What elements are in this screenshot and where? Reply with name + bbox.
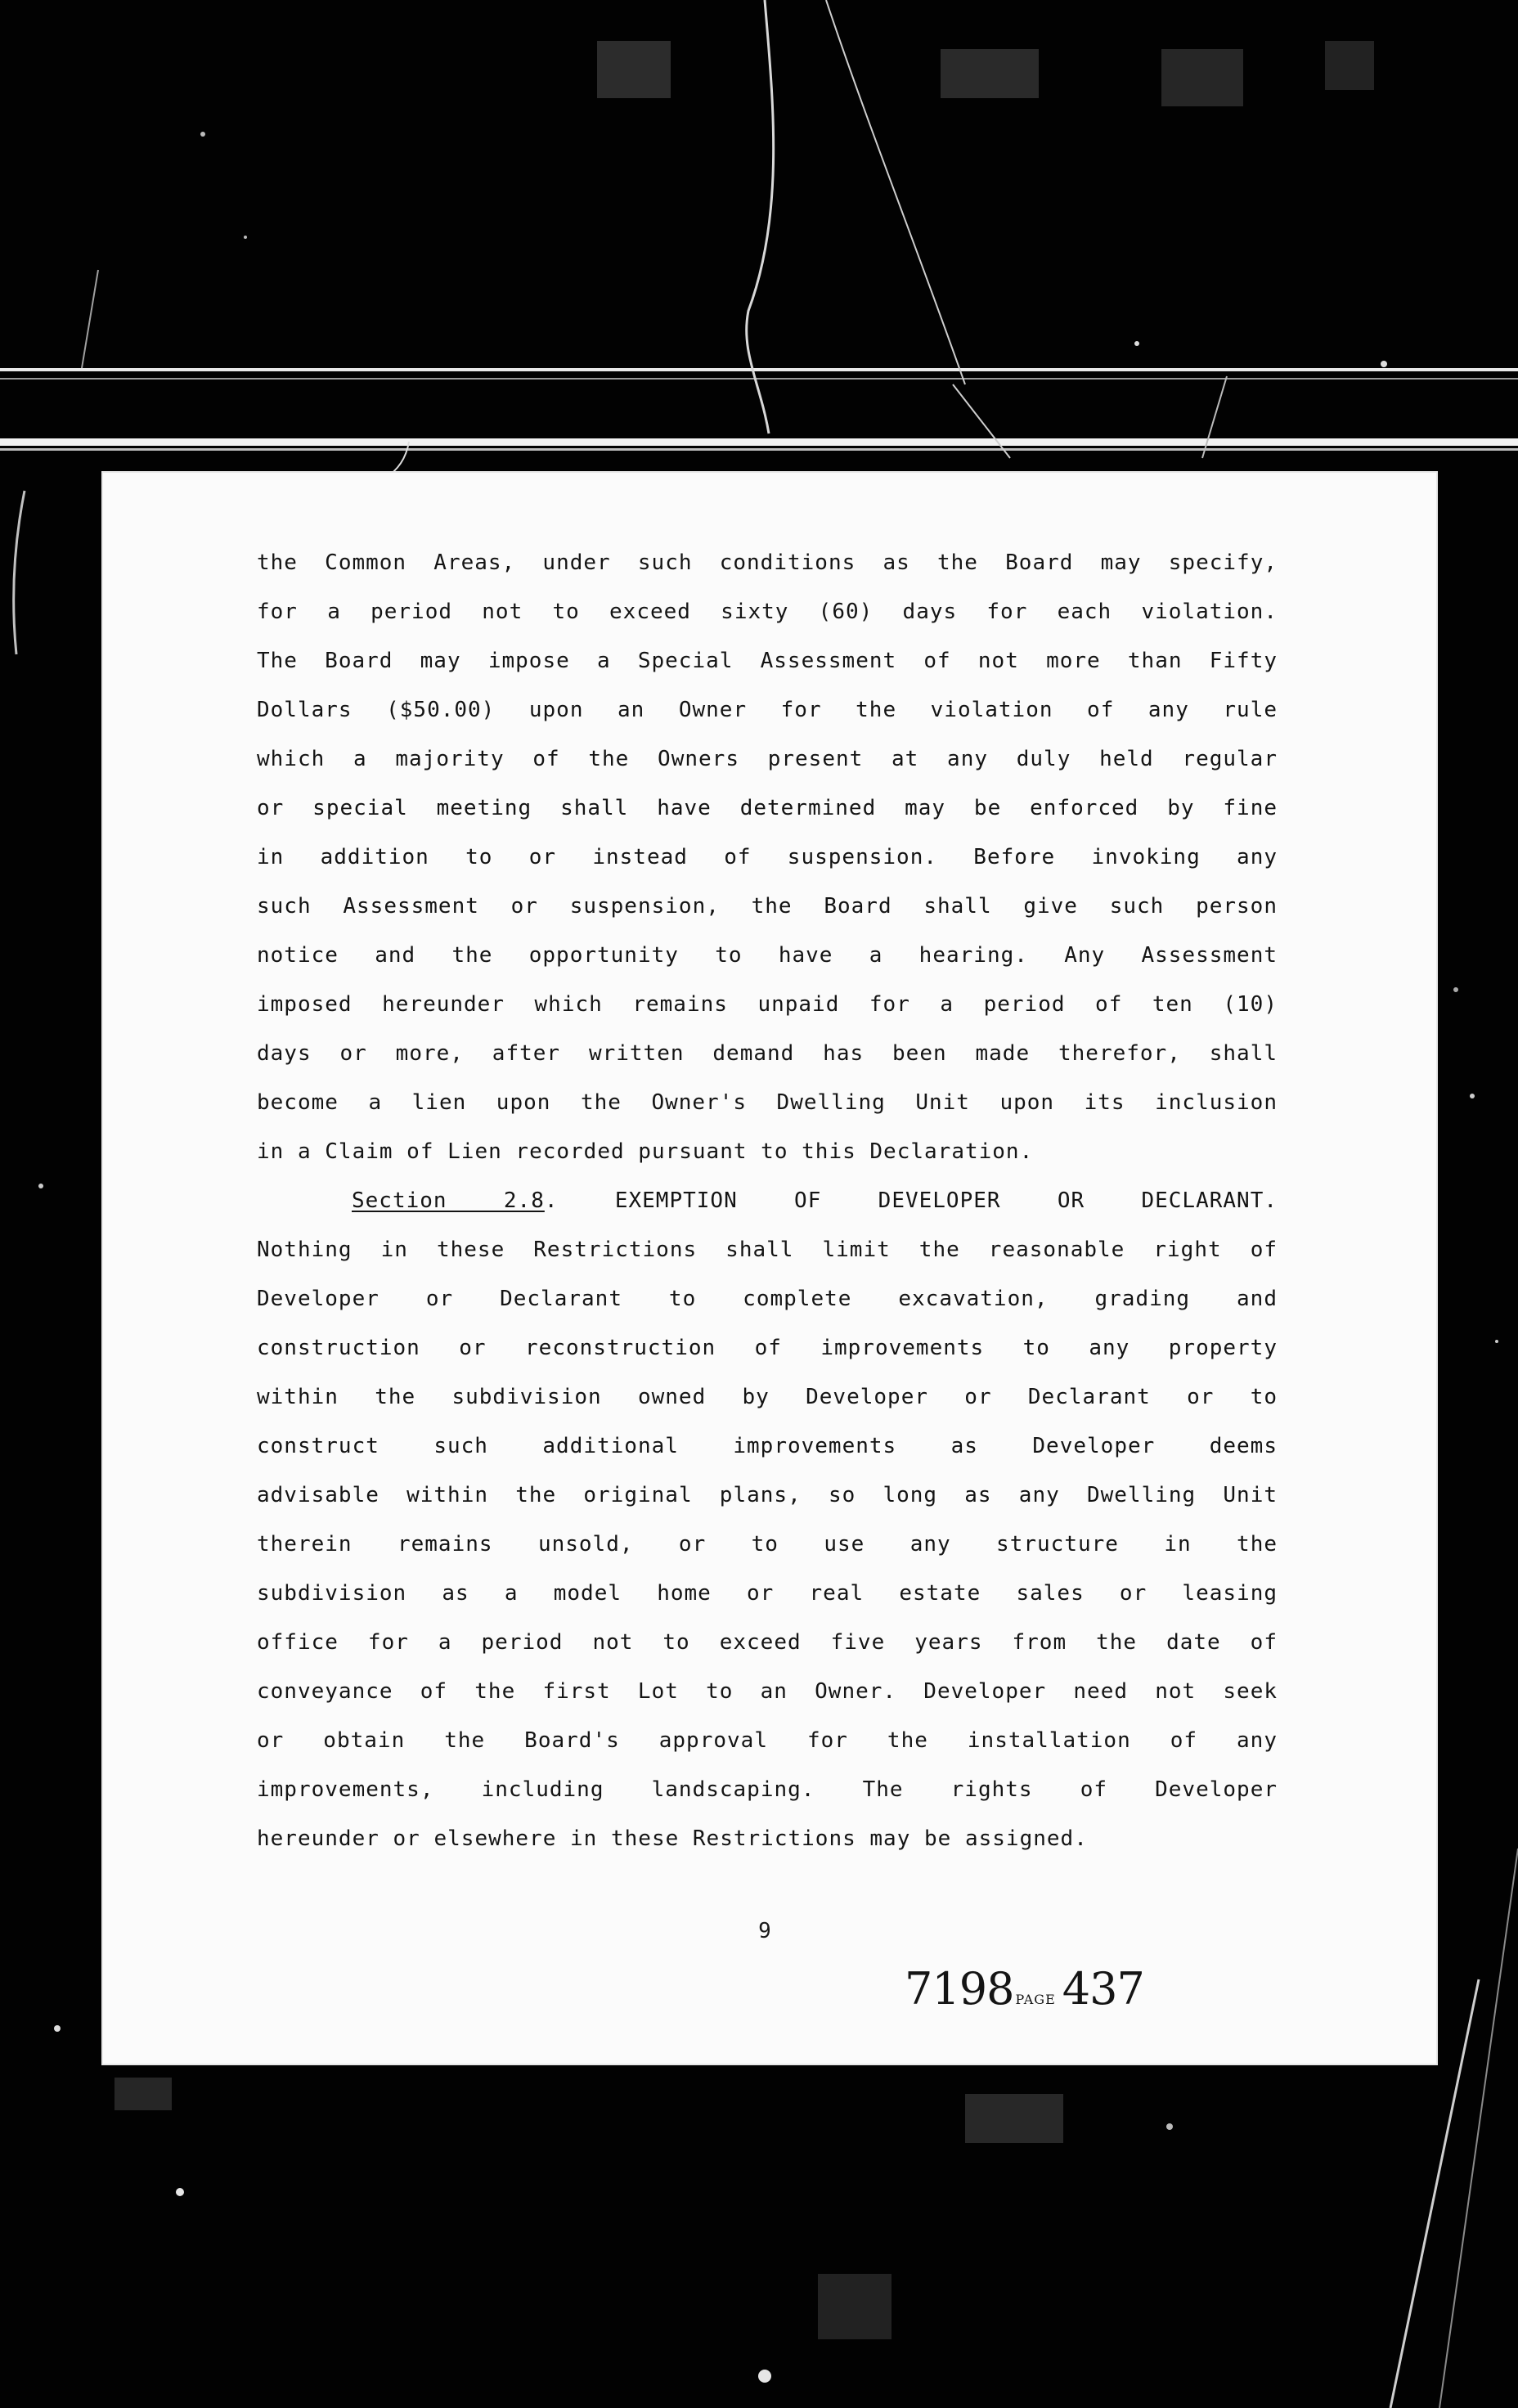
section-line: Nothing in these Restrictions shall limit the reasonable right of bbox=[257, 1238, 1278, 1262]
body-line: in a Claim of Lien recorded pursuant to this Declaration. bbox=[257, 1139, 1034, 1164]
section-line: subdivision as a model home or real estate sales or leasing bbox=[257, 1581, 1278, 1606]
body-line: for a period not to exceed sixty (60) days for each violation. bbox=[257, 600, 1278, 624]
recording-stamp bbox=[905, 1963, 1144, 2015]
section-line: conveyance of the first Lot to an Owner. Developer need not seek bbox=[257, 1679, 1278, 1704]
section-number-period: . bbox=[544, 1188, 559, 1213]
official-records-book-number: 7198 bbox=[905, 1963, 1014, 2015]
section-line: within the subdivision owned by Developer or Declarant or to bbox=[257, 1385, 1278, 1409]
section-title: EXEMPTION OF DEVELOPER OR DECLARANT. bbox=[614, 1188, 1278, 1213]
section-line: office for a period not to exceed five years from the date of bbox=[257, 1630, 1278, 1655]
section-line: improvements, including landscaping. The rights of Developer bbox=[257, 1777, 1278, 1802]
body-line: Dollars ($50.00) upon an Owner for the violation of any rule bbox=[257, 698, 1278, 722]
body-line: the Common Areas, under such conditions as the Board may specify, bbox=[257, 550, 1278, 575]
body-line: or special meeting shall have determined may be enforced by fine bbox=[257, 796, 1278, 820]
body-line: days or more, after written demand has been made therefor, shall bbox=[257, 1041, 1278, 1066]
section-number: Section 2.8 bbox=[352, 1188, 545, 1213]
section-line: advisable within the original plans, so long as any Dwelling Unit bbox=[257, 1483, 1278, 1507]
body-line: in addition to or instead of suspension. Before invoking any bbox=[257, 845, 1278, 869]
page-number: 9 bbox=[758, 1919, 771, 1943]
body-line: notice and the opportunity to have a hearing. Any Assessment bbox=[257, 943, 1278, 968]
section-heading-line bbox=[257, 1181, 1278, 1230]
section-line: construction or reconstruction of improvements to any property bbox=[257, 1336, 1278, 1360]
body-line: such Assessment or suspension, the Board shall give such person bbox=[257, 894, 1278, 919]
section-line: Developer or Declarant to complete excavation, grading and bbox=[257, 1287, 1278, 1311]
document-body bbox=[257, 543, 1278, 1868]
body-line: become a lien upon the Owner's Dwelling Unit upon its inclusion bbox=[257, 1090, 1278, 1115]
section-line: hereunder or elsewhere in these Restrictions may be assigned. bbox=[257, 1826, 1088, 1851]
section-line: or obtain the Board's approval for the installation of any bbox=[257, 1728, 1278, 1753]
section-line: therein remains unsold, or to use any structure in the bbox=[257, 1532, 1278, 1557]
body-line: which a majority of the Owners present at any duly held regular bbox=[257, 747, 1278, 771]
body-line: imposed hereunder which remains unpaid for a period of ten (10) bbox=[257, 992, 1278, 1017]
official-records-page-number: 437 bbox=[1062, 1963, 1144, 2015]
body-line: The Board may impose a Special Assessment of not more than Fifty bbox=[257, 649, 1278, 673]
recording-page-label: PAGE bbox=[1015, 1992, 1056, 2007]
section-line: construct such additional improvements as Developer deems bbox=[257, 1434, 1278, 1458]
